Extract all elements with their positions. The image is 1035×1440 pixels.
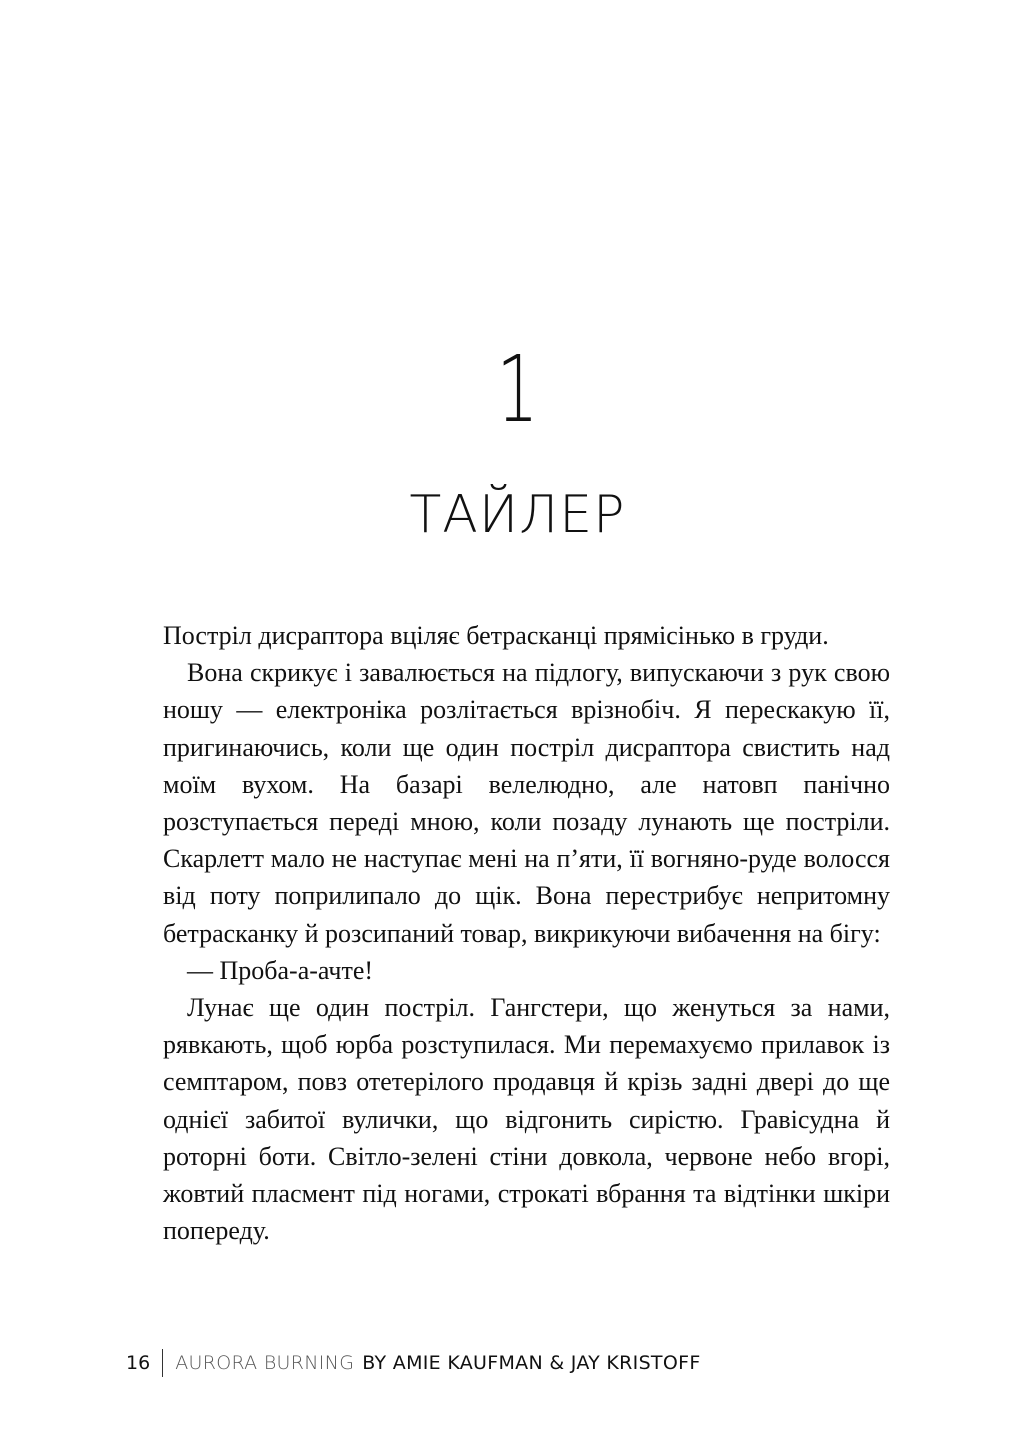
book-title: AURORA BURNING [175, 1352, 355, 1374]
chapter-title: ТАЙЛЕР [409, 485, 626, 545]
book-authors: BY AMIE KAUFMAN & JAY KRISTOFF [362, 1352, 701, 1374]
footer-divider [162, 1349, 163, 1377]
page-number: 16 [126, 1352, 151, 1374]
paragraph: Вона скрикує і завалюється на підлогу, випускаючи з рук свою ношу — електроніка розлітається врізнобіч. Я перескакую її, пригинаючись, коли ще один постріл дисраптора свистить над моїм вухом. На базарі велелюдно, але натовп панічно розступається переді мною, коли позаду лунають ще постріли. Скарлетт мало не наступає мені на п’яти, її вогняно-руде волосся від поту поприлипало до щік. Вона перестрибує непритомну бетрасканку й розсипаний товар, викрикуючи вибачення на бігу: [163, 658, 890, 948]
page-footer [126, 1348, 701, 1378]
paragraph: — Проба-а-ачте! [187, 955, 374, 985]
paragraph: Лунає ще один постріл. Гангстери, що женуться за нами, рявкають, щоб юрба розступилася. Ми перемахуємо прилавок із семптаром, повз отетерілого продавця й крізь задні двері до ще однієї забитої вулички, що відгонить сирістю. Гравісудна й роторні боти. Світло-зелені стіни довкола, червоне небо вгорі, жовтий пласмент під ногами, строкаті вбрання та відтінки шкіри попереду. [163, 993, 890, 1246]
chapter-body [163, 617, 890, 1249]
chapter-number: 1 [496, 336, 539, 443]
paragraph: Постріл дисраптора вціляє бетрасканці прямісінько в груди. [163, 621, 829, 650]
